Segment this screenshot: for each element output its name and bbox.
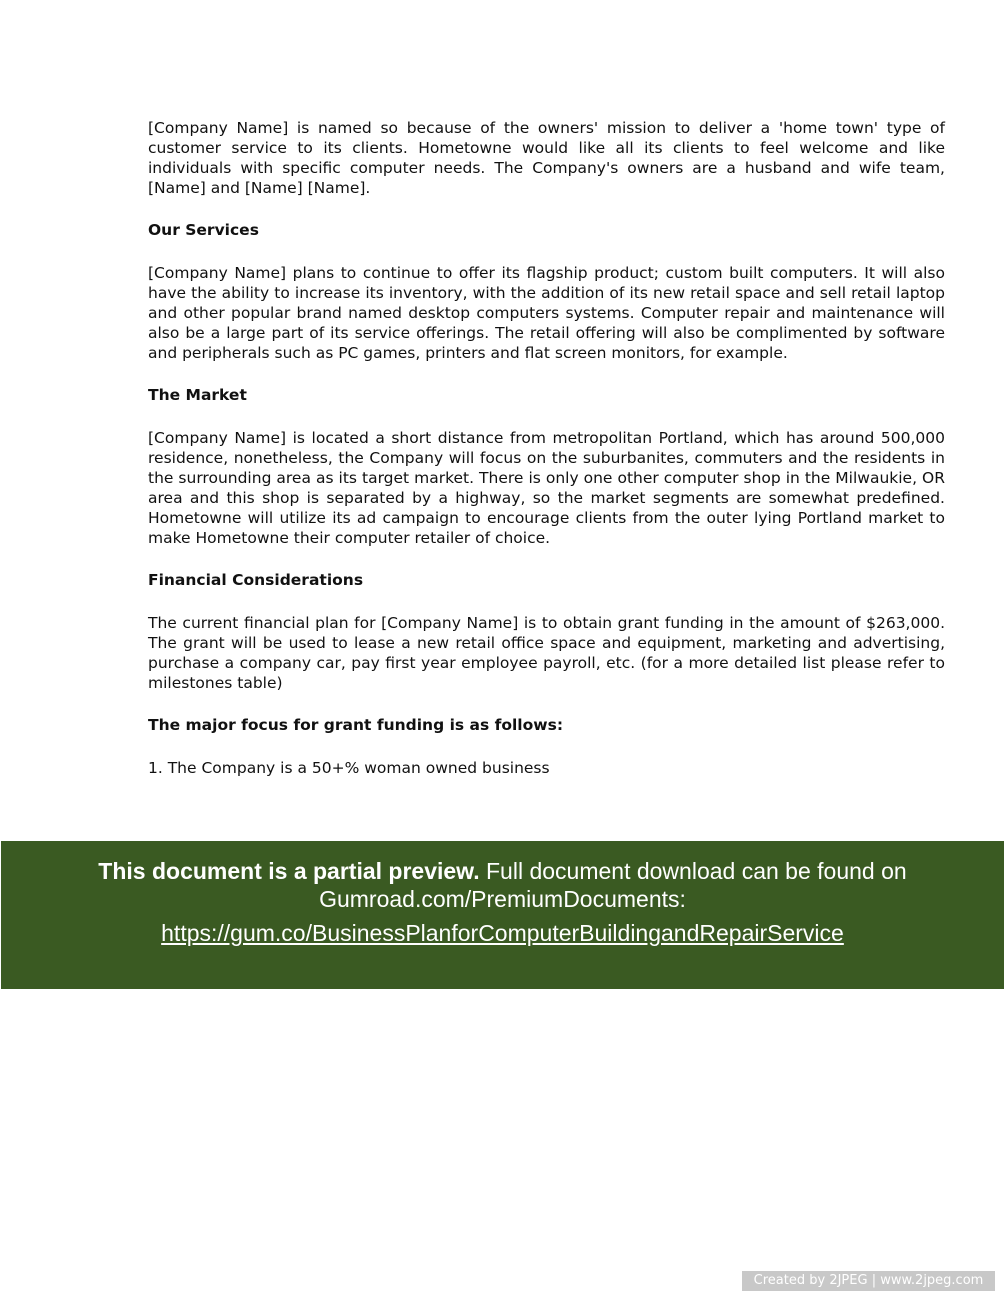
banner-message [1, 857, 1004, 913]
financial-paragraph: The current financial plan for [Company Name] is to obtain grant funding in the amount of $263,000. The grant will be used to lease a new retail office space and equipment, marketing and advertising, purchase a company car, pay first year employee payroll, etc. (for a more detailed list please refer to milestones table) [148, 614, 945, 692]
document-body [148, 118, 945, 778]
banner-regular-text: Full document download can be found on Gumroad.com/PremiumDocuments: [319, 858, 907, 912]
preview-banner [1, 841, 1004, 989]
watermark: Created by 2JPEG | www.2jpeg.com [742, 1271, 995, 1291]
services-paragraph: [Company Name] plans to continue to offer its flagship product; custom built computers. It will also have the ability to increase its inventory, with the addition of its new retail space and sell retail laptop and other popular brand named desktop computers systems. Computer repair and maintenance will also be a large part of its service offerings. The retail offering will also be complimented by software and peripherals such as PC games, printers and flat screen monitors, for example. [148, 264, 945, 362]
list-item: 1. The Company is a 50+% woman owned business [148, 759, 550, 777]
grant-focus-heading: The major focus for grant funding is as follows: [148, 716, 564, 734]
download-link[interactable]: https://gum.co/BusinessPlanforComputerBuildingandRepairService [161, 920, 844, 946]
market-paragraph: [Company Name] is located a short distance from metropolitan Portland, which has around 500,000 residence, nonetheless, the Company will focus on the suburbanites, commuters and the residents in the surrounding area as its target market. There is only one other computer shop in the Milwaukie, OR area and this shop is separated by a highway, so the market segments are somewhat predefined. Hometowne will utilize its ad campaign to encourage clients from the outer lying Portland market to make Hometowne their computer retailer of choice. [148, 429, 945, 547]
intro-paragraph: [Company Name] is named so because of the owners' mission to deliver a 'home town' type of customer service to its clients. Hometowne would like all its clients to feel welcome and like individuals with specific computer needs. The Company's owners are a husband and wife team, [Name] and [Name] [Name]. [148, 119, 945, 197]
market-heading: The Market [148, 386, 247, 404]
financial-heading: Financial Considerations [148, 571, 364, 589]
services-heading: Our Services [148, 221, 259, 239]
banner-bold-text: This document is a partial preview. [98, 858, 480, 884]
